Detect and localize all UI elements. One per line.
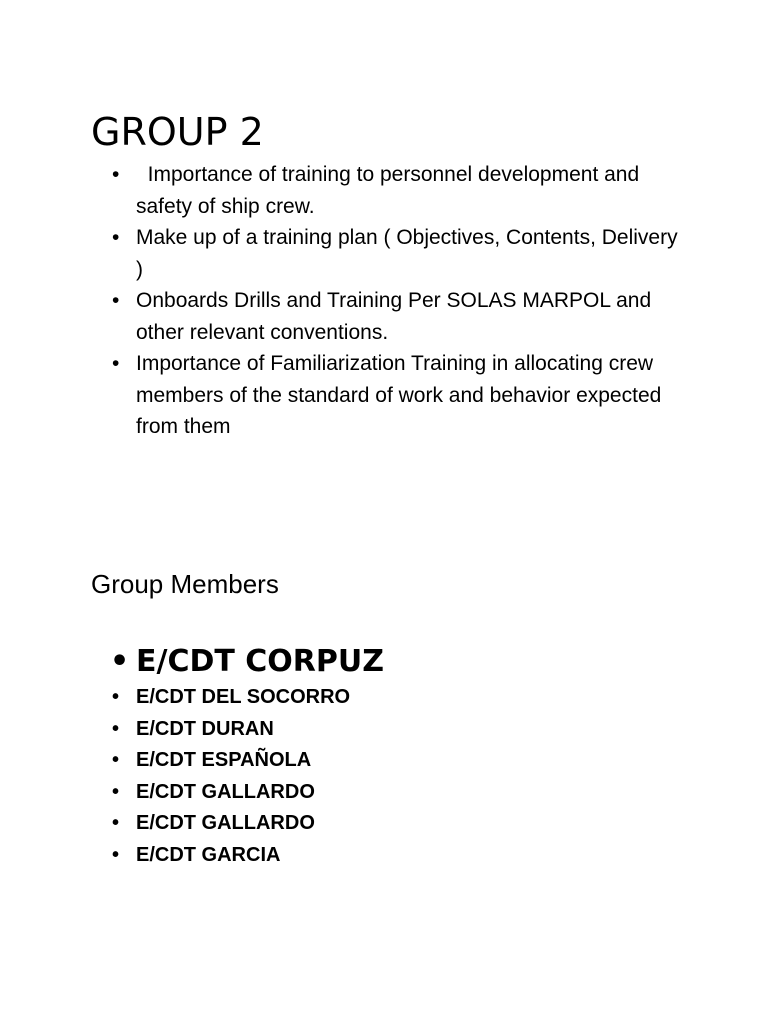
list-item bbox=[110, 159, 690, 222]
page-title: GROUP 2 bbox=[91, 110, 264, 154]
member-name: E/CDT DURAN bbox=[136, 717, 274, 740]
member-name: E/CDT GALLARDO bbox=[136, 780, 315, 803]
bullet-icon: • bbox=[112, 812, 120, 835]
bullet-icon: • bbox=[112, 226, 120, 249]
list-item bbox=[110, 714, 670, 746]
topic-text: Make up of a training plan ( Objectives, Contents, Delivery ) bbox=[136, 226, 678, 281]
list-item bbox=[110, 285, 690, 348]
list-item bbox=[110, 840, 670, 872]
members-heading: Group Members bbox=[91, 569, 279, 599]
topic-text: Importance of training to personnel development and safety of ship crew. bbox=[136, 163, 645, 218]
member-name: E/CDT GALLARDO bbox=[136, 812, 315, 835]
list-item bbox=[110, 745, 670, 777]
members-list bbox=[110, 682, 670, 872]
member-name: E/CDT GARCIA bbox=[136, 843, 281, 866]
member-name: E/CDT CORPUZ bbox=[136, 644, 384, 679]
member-name: E/CDT DEL SOCORRO bbox=[136, 686, 351, 708]
bullet-icon: • bbox=[112, 686, 120, 708]
bullet-icon: • bbox=[112, 780, 120, 803]
list-item bbox=[110, 808, 670, 840]
list-item bbox=[110, 348, 690, 443]
topic-text: Onboards Drills and Training Per SOLAS MARPOL and other relevant conventions. bbox=[136, 289, 652, 344]
bullet-icon: • bbox=[112, 843, 120, 866]
bullet-icon: • bbox=[112, 289, 120, 312]
member-name: E/CDT ESPAÑOLA bbox=[136, 749, 312, 772]
topic-text: Importance of Familiarization Training in allocating crew members of the standard of work and behavior expected from them bbox=[136, 352, 662, 438]
bullet-icon: • bbox=[112, 352, 120, 375]
topics-list bbox=[110, 159, 690, 443]
bullet-icon: • bbox=[112, 163, 120, 186]
bullet-icon: • bbox=[110, 644, 130, 679]
list-item bbox=[110, 222, 690, 285]
list-item bbox=[110, 682, 670, 714]
bullet-icon: • bbox=[112, 717, 120, 740]
list-item bbox=[110, 777, 670, 809]
lead-member bbox=[110, 640, 384, 684]
bullet-icon: • bbox=[112, 749, 120, 772]
